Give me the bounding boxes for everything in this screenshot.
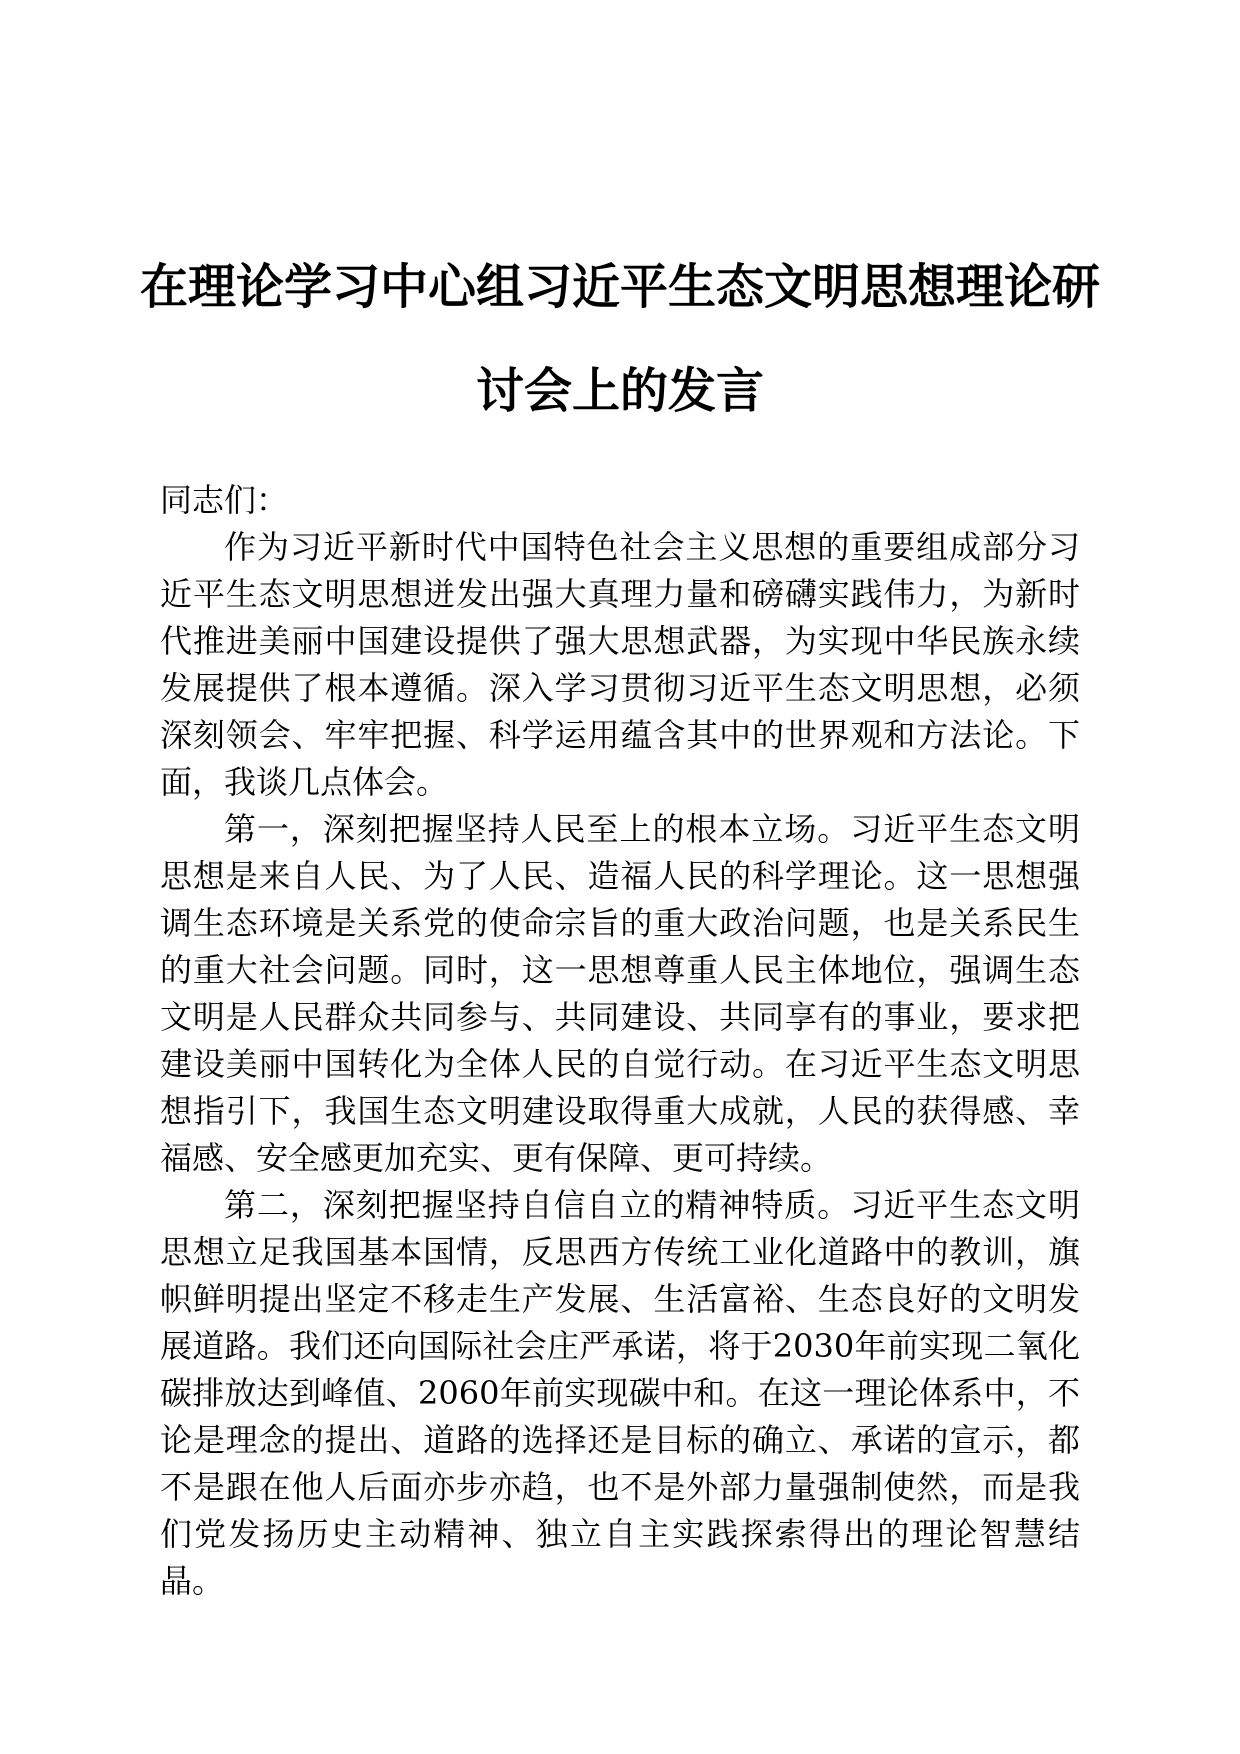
title-line-1: 在理论学习中心组习近平生态文明思想理论研: [140, 259, 1101, 315]
paragraph-intro: 作为习近平新时代中国特色社会主义思想的重要组成部分习近平生态文明思想迸发出强大真理力量和磅礴实践伟力，为新时代推进美丽中国建设提供了强大思想武器，为实现中华民族永续发展提供了根本遵循。深入学习贯彻习近平生态文明思想，必须深刻领会、牢牢把握、科学运用蕴含其中的世界观和方法论。下面，我谈几点体会。: [160, 528, 1080, 801]
document-title: [140, 235, 1100, 443]
document-body: [160, 477, 1080, 1605]
greeting: 同志们：: [160, 481, 289, 519]
title-line-2: 讨会上的发言: [475, 363, 764, 419]
paragraph-first-point: 第一，深刻把握坚持人民至上的根本立场。习近平生态文明思想是来自人民、为了人民、造福人民的科学理论。这一思想强调生态环境是关系党的使命宗旨的重大政治问题，也是关系民生的重大社会问题。同时，这一思想尊重人民主体地位，强调生态文明是人民群众共同参与、共同建设、共同享有的事业，要求把建设美丽中国转化为全体人民的自觉行动。在习近平生态文明思想指引下，我国生态文明建设取得重大成就，人民的获得感、幸福感、安全感更加充实、更有保障、更可持续。: [160, 810, 1080, 1177]
paragraph-second-point: 第二，深刻把握坚持自信自立的精神特质。习近平生态文明思想立足我国基本国情，反思西方传统工业化道路中的教训，旗帜鲜明提出坚定不移走生产发展、生活富裕、生态良好的文明发展道路。我们还向国际社会庄严承诺，将于2030年前实现二氧化碳排放达到峰值、2060年前实现碳中和。在这一理论体系中，不论是理念的提出、道路的选择还是目标的确立、承诺的宣示，都不是跟在他人后面亦步亦趋，也不是外部力量强制使然，而是我们党发扬历史主动精神、独立自主实践探索得出的理论智慧结晶。: [160, 1186, 1080, 1600]
